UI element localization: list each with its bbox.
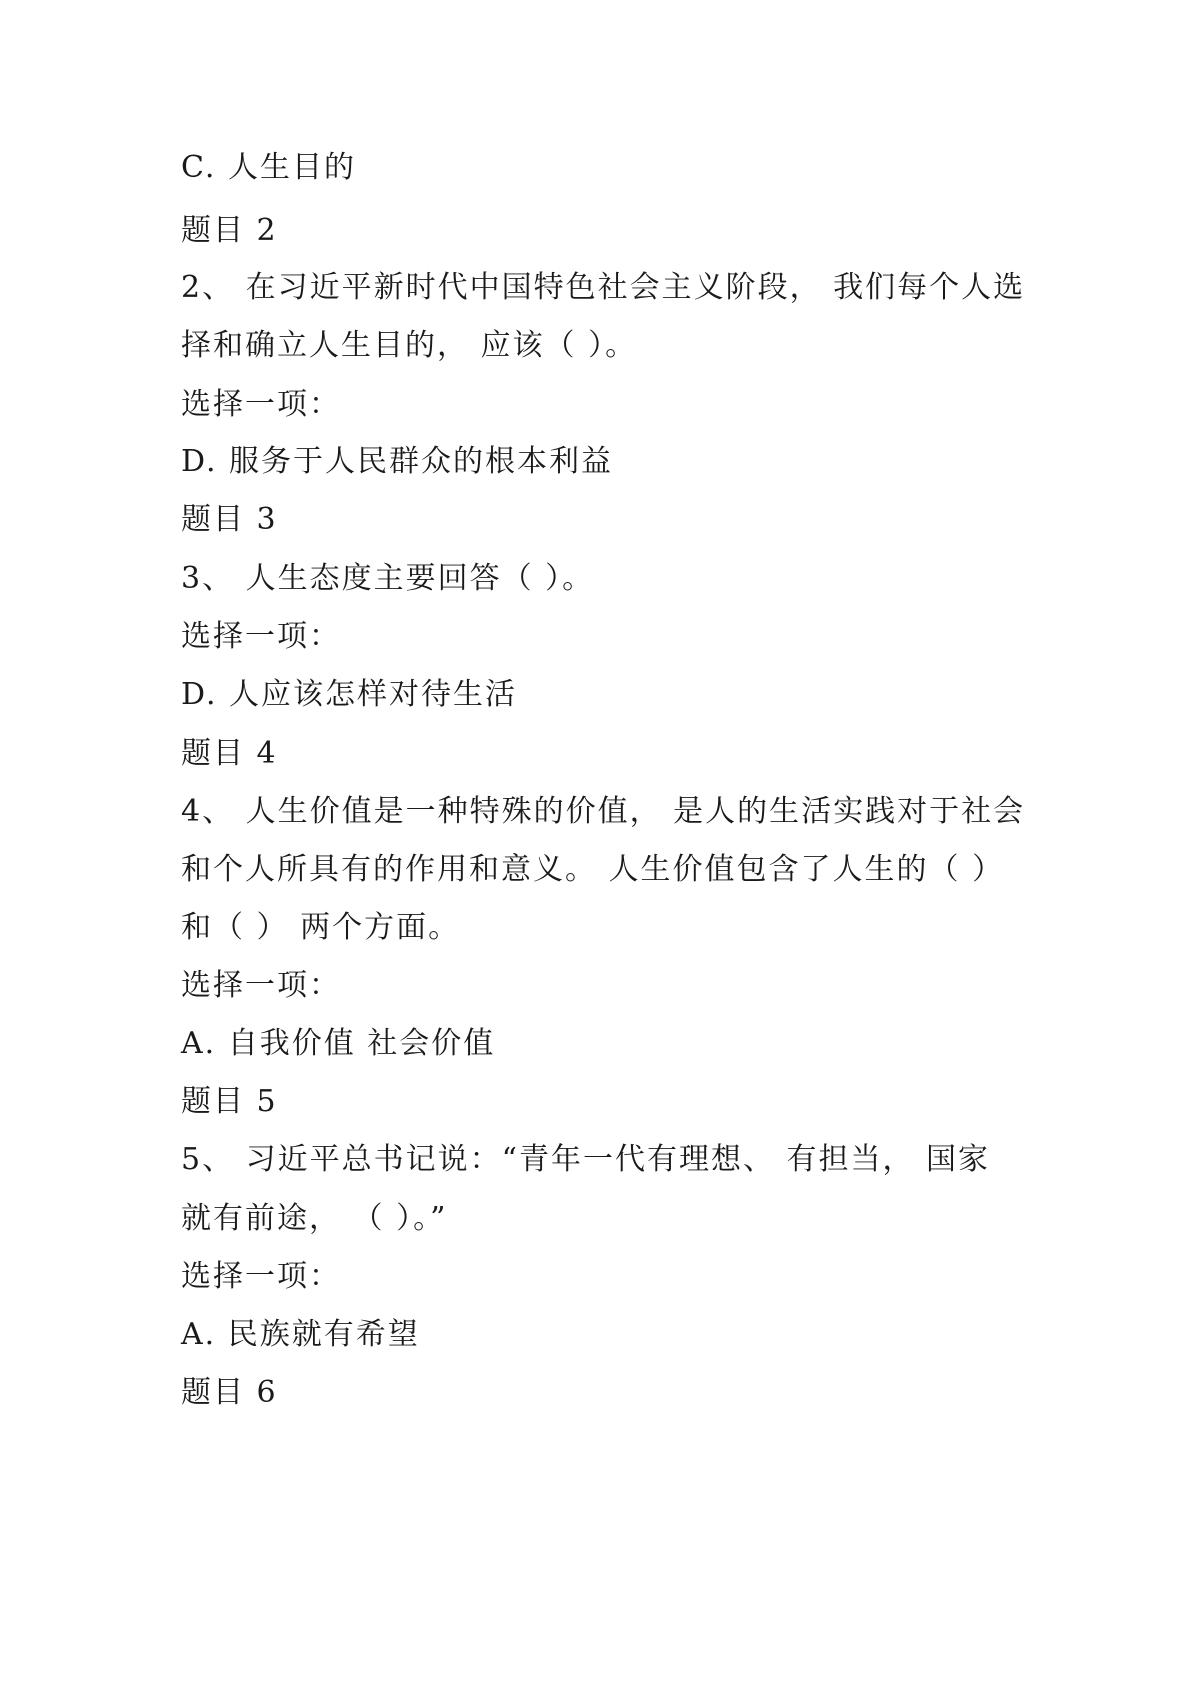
choose-one-label-5: 选择一项： <box>181 1259 341 1294</box>
question-text-4-line-1: 4、 人生价值是一种特殊的价值， 是人的生活实践对于社会 <box>181 794 1026 829</box>
question-heading-3: 题目 3 <box>181 502 278 537</box>
choose-one-label-3: 选择一项： <box>181 619 341 654</box>
answer-option-q1: C. 人生目的 <box>181 150 356 185</box>
question-heading-6: 题目 6 <box>181 1375 278 1410</box>
question-text-2-line-1: 2、 在习近平新时代中国特色社会主义阶段， 我们每个人选 <box>181 270 1026 305</box>
question-heading-5: 题目 5 <box>181 1084 278 1119</box>
answer-option-q3: D. 人应该怎样对待生活 <box>181 677 518 712</box>
choose-one-label-2: 选择一项： <box>181 387 341 422</box>
question-text-4-line-3: 和（ ） 两个方面。 <box>181 910 461 945</box>
question-text-4-line-2: 和个人所具有的作用和意义。 人生价值包含了人生的（ ） <box>181 852 1005 887</box>
question-text-5-line-1: 5、 习近平总书记说：“青年一代有理想、 有担当， 国家 <box>181 1142 991 1177</box>
answer-option-q4: A. 自我价值 社会价值 <box>181 1026 496 1061</box>
question-text-2-line-2: 择和确立人生目的， 应该（ ）。 <box>181 328 638 363</box>
question-heading-2: 题目 2 <box>181 213 278 248</box>
question-heading-4: 题目 4 <box>181 736 278 771</box>
choose-one-label-4: 选择一项： <box>181 968 341 1003</box>
answer-option-q5: A. 民族就有希望 <box>181 1317 420 1352</box>
question-text-5-line-2: 就有前途， （ ）。” <box>181 1201 448 1236</box>
question-text-3: 3、 人生态度主要回答（ ）。 <box>181 561 595 596</box>
answer-option-q2: D. 服务于人民群众的根本利益 <box>181 444 614 479</box>
